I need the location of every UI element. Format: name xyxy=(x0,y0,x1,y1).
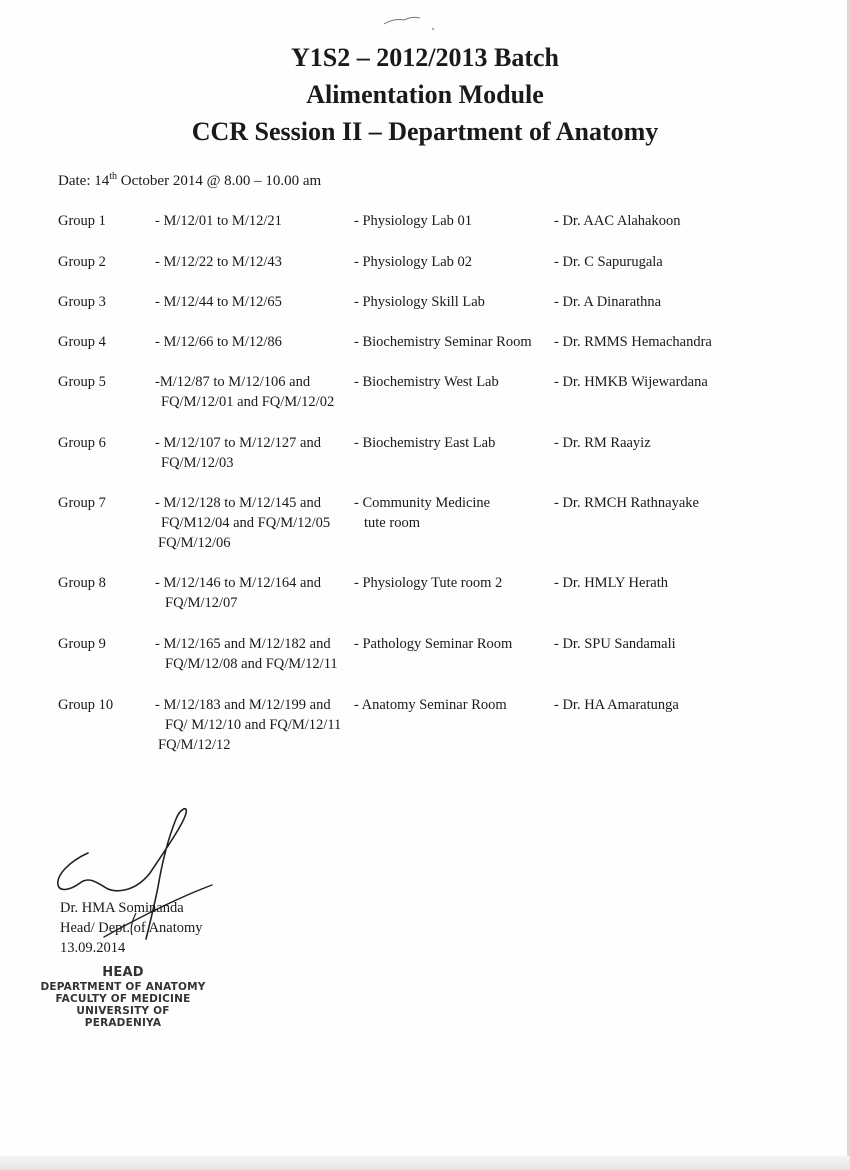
signatory-date: 13.09.2014 xyxy=(60,940,126,956)
date-rest: October 2014 @ 8.00 – 10.00 am xyxy=(117,173,322,189)
facilitator: - Dr. HMLY Herath xyxy=(554,575,668,591)
stamp-line: FACULTY OF MEDICINE xyxy=(55,993,191,1005)
venue: - Anatomy Seminar Room xyxy=(354,697,507,713)
facilitator: - Dr. RMCH Rathnayake xyxy=(554,495,699,511)
facilitator: - Dr. HA Amaratunga xyxy=(554,697,679,713)
venue: - Physiology Tute room 2 xyxy=(354,575,503,591)
department-stamp xyxy=(38,965,208,1029)
signatory-name: Dr. HMA Sominanda xyxy=(60,900,184,916)
group-label: Group 9 xyxy=(58,636,106,652)
date-suffix: th xyxy=(109,171,118,182)
venue: - Physiology Skill Lab xyxy=(354,294,485,310)
group-label: Group 7 xyxy=(58,495,106,511)
session-date xyxy=(58,171,321,190)
student-range: - M/12/44 to M/12/65 xyxy=(155,294,282,310)
student-range: -M/12/87 to M/12/106 and FQ/M/12/01 and FQ/M/12/02 xyxy=(155,374,335,410)
student-range: - M/12/128 to M/12/145 and FQ/M12/04 and FQ/M/12/05 FQ/M/12/06 xyxy=(155,495,331,551)
facilitator: - Dr. A Dinarathna xyxy=(554,294,662,310)
pen-mark xyxy=(380,8,440,32)
group-label: Group 6 xyxy=(58,435,106,451)
facilitator: - Dr. RMMS Hemachandra xyxy=(554,334,712,350)
group-label: Group 2 xyxy=(58,254,106,270)
signatory-title: Head/ Dept. of Anatomy xyxy=(60,920,203,936)
student-range: - M/12/146 to M/12/164 and FQ/M/12/07 xyxy=(155,575,321,611)
stamp-line: HEAD xyxy=(102,965,144,980)
venue: - Biochemistry West Lab xyxy=(354,374,499,390)
date-prefix: Date: 14 xyxy=(58,173,110,189)
student-range: - M/12/183 and M/12/199 and FQ/ M/12/10 and FQ/M/12/11 FQ/M/12/12 xyxy=(155,697,342,753)
student-range: - M/12/22 to M/12/43 xyxy=(155,254,282,270)
stamp-line: UNIVERSITY OF PERADENIYA xyxy=(76,1005,170,1029)
signatory-block xyxy=(60,898,203,958)
venue: - Biochemistry East Lab xyxy=(354,435,496,451)
facilitator: - Dr. C Sapurugala xyxy=(554,254,663,270)
facilitator: - Dr. HMKB Wijewardana xyxy=(554,374,708,390)
facilitator: - Dr. SPU Sandamali xyxy=(554,636,676,652)
group-label: Group 3 xyxy=(58,294,106,310)
group-label: Group 1 xyxy=(58,213,106,229)
student-range: - M/12/107 to M/12/127 and FQ/M/12/03 xyxy=(155,435,321,471)
venue: - Pathology Seminar Room xyxy=(354,636,513,652)
venue: - Physiology Lab 01 xyxy=(354,213,473,229)
document-title-module: Alimentation Module xyxy=(306,80,544,109)
group-label: Group 8 xyxy=(58,575,106,591)
student-range: - M/12/01 to M/12/21 xyxy=(155,213,282,229)
student-range: - M/12/66 to M/12/86 xyxy=(155,334,282,350)
venue: - Community Medicine tute room xyxy=(354,495,491,531)
group-label: Group 4 xyxy=(58,334,106,350)
venue: - Physiology Lab 02 xyxy=(354,254,473,270)
document-title-batch: Y1S2 – 2012/2013 Batch xyxy=(291,43,559,72)
page-edge-bottom xyxy=(0,1156,850,1170)
venue: - Biochemistry Seminar Room xyxy=(354,334,532,350)
group-label: Group 10 xyxy=(58,697,114,713)
student-range: - M/12/165 and M/12/182 and FQ/M/12/08 and FQ/M/12/11 xyxy=(155,636,338,672)
facilitator: - Dr. RM Raayiz xyxy=(554,435,651,451)
facilitator: - Dr. AAC Alahakoon xyxy=(554,213,681,229)
group-label: Group 5 xyxy=(58,374,106,390)
document-title-session: CCR Session II – Department of Anatomy xyxy=(191,117,659,146)
stamp-line: DEPARTMENT OF ANATOMY xyxy=(40,981,206,993)
